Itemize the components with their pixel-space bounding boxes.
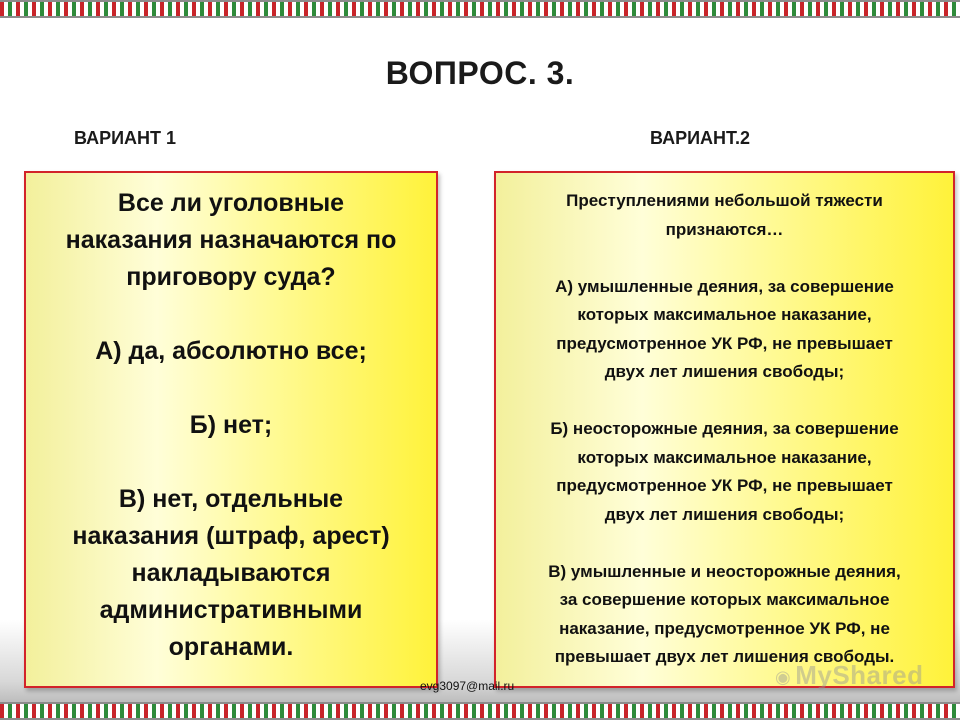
watermark-logo: ◉ MyShared: [775, 660, 924, 690]
card1-option-c-line: наказания (штраф, арест): [72, 522, 390, 550]
card2-option-b-line: предусмотренное УК РФ, не превышает: [556, 476, 893, 495]
card1-option-a: А) да, абсолютно все;: [95, 337, 367, 365]
variant-1-card: [24, 171, 438, 688]
card2-question-line: признаются…: [665, 219, 784, 239]
card2-option-a-line: двух лет лишения свободы;: [604, 362, 845, 381]
top-decorative-stripe: [0, 0, 960, 18]
card2-option-a-line: которых максимальное наказание,: [577, 305, 872, 324]
footer-email: evg3097@mail.ru: [420, 679, 515, 693]
card2-option-b-line: двух лет лишения свободы;: [604, 504, 845, 524]
card1-option-b: Б) нет;: [189, 411, 273, 439]
card1-question-line: приговору суда?: [126, 263, 336, 291]
bottom-decorative-stripe: [0, 702, 960, 720]
card2-option-c-line: В) умышленные и неосторожные деяния,: [548, 561, 901, 581]
card1-option-c-line: накладываются: [131, 559, 331, 587]
card2-question-line: Преступлениями небольшой тяжести: [566, 191, 883, 210]
slide-title: ВОПРОС. 3.: [385, 55, 575, 91]
variant-2-card: [494, 171, 955, 688]
card1-option-c-line: административными: [99, 596, 363, 624]
card1-question-line: наказания назначаются по: [65, 226, 397, 254]
card2-option-c-line: превышает двух лет лишения свободы.: [554, 647, 895, 666]
variant-2-label: ВАРИАНТ.2: [650, 128, 751, 148]
card2-option-c-line: за совершение которых максимальное: [559, 590, 890, 609]
card2-option-c-line: наказание, предусмотренное УК РФ, не: [559, 618, 890, 638]
card2-option-a-line: предусмотренное УК РФ, не превышает: [556, 333, 893, 353]
variant-1-label: ВАРИАНТ 1: [74, 128, 177, 148]
card2-option-b-line: Б) неосторожные деяния, за совершение: [550, 419, 899, 438]
card1-option-c-line: В) нет, отдельные: [118, 485, 344, 513]
card1-question-line: Все ли уголовные: [117, 189, 345, 217]
card2-option-b-line: которых максимальное наказание,: [577, 447, 872, 467]
card2-option-a-line: А) умышленные деяния, за совершение: [555, 276, 894, 296]
card1-option-c-line: органами.: [168, 633, 294, 661]
